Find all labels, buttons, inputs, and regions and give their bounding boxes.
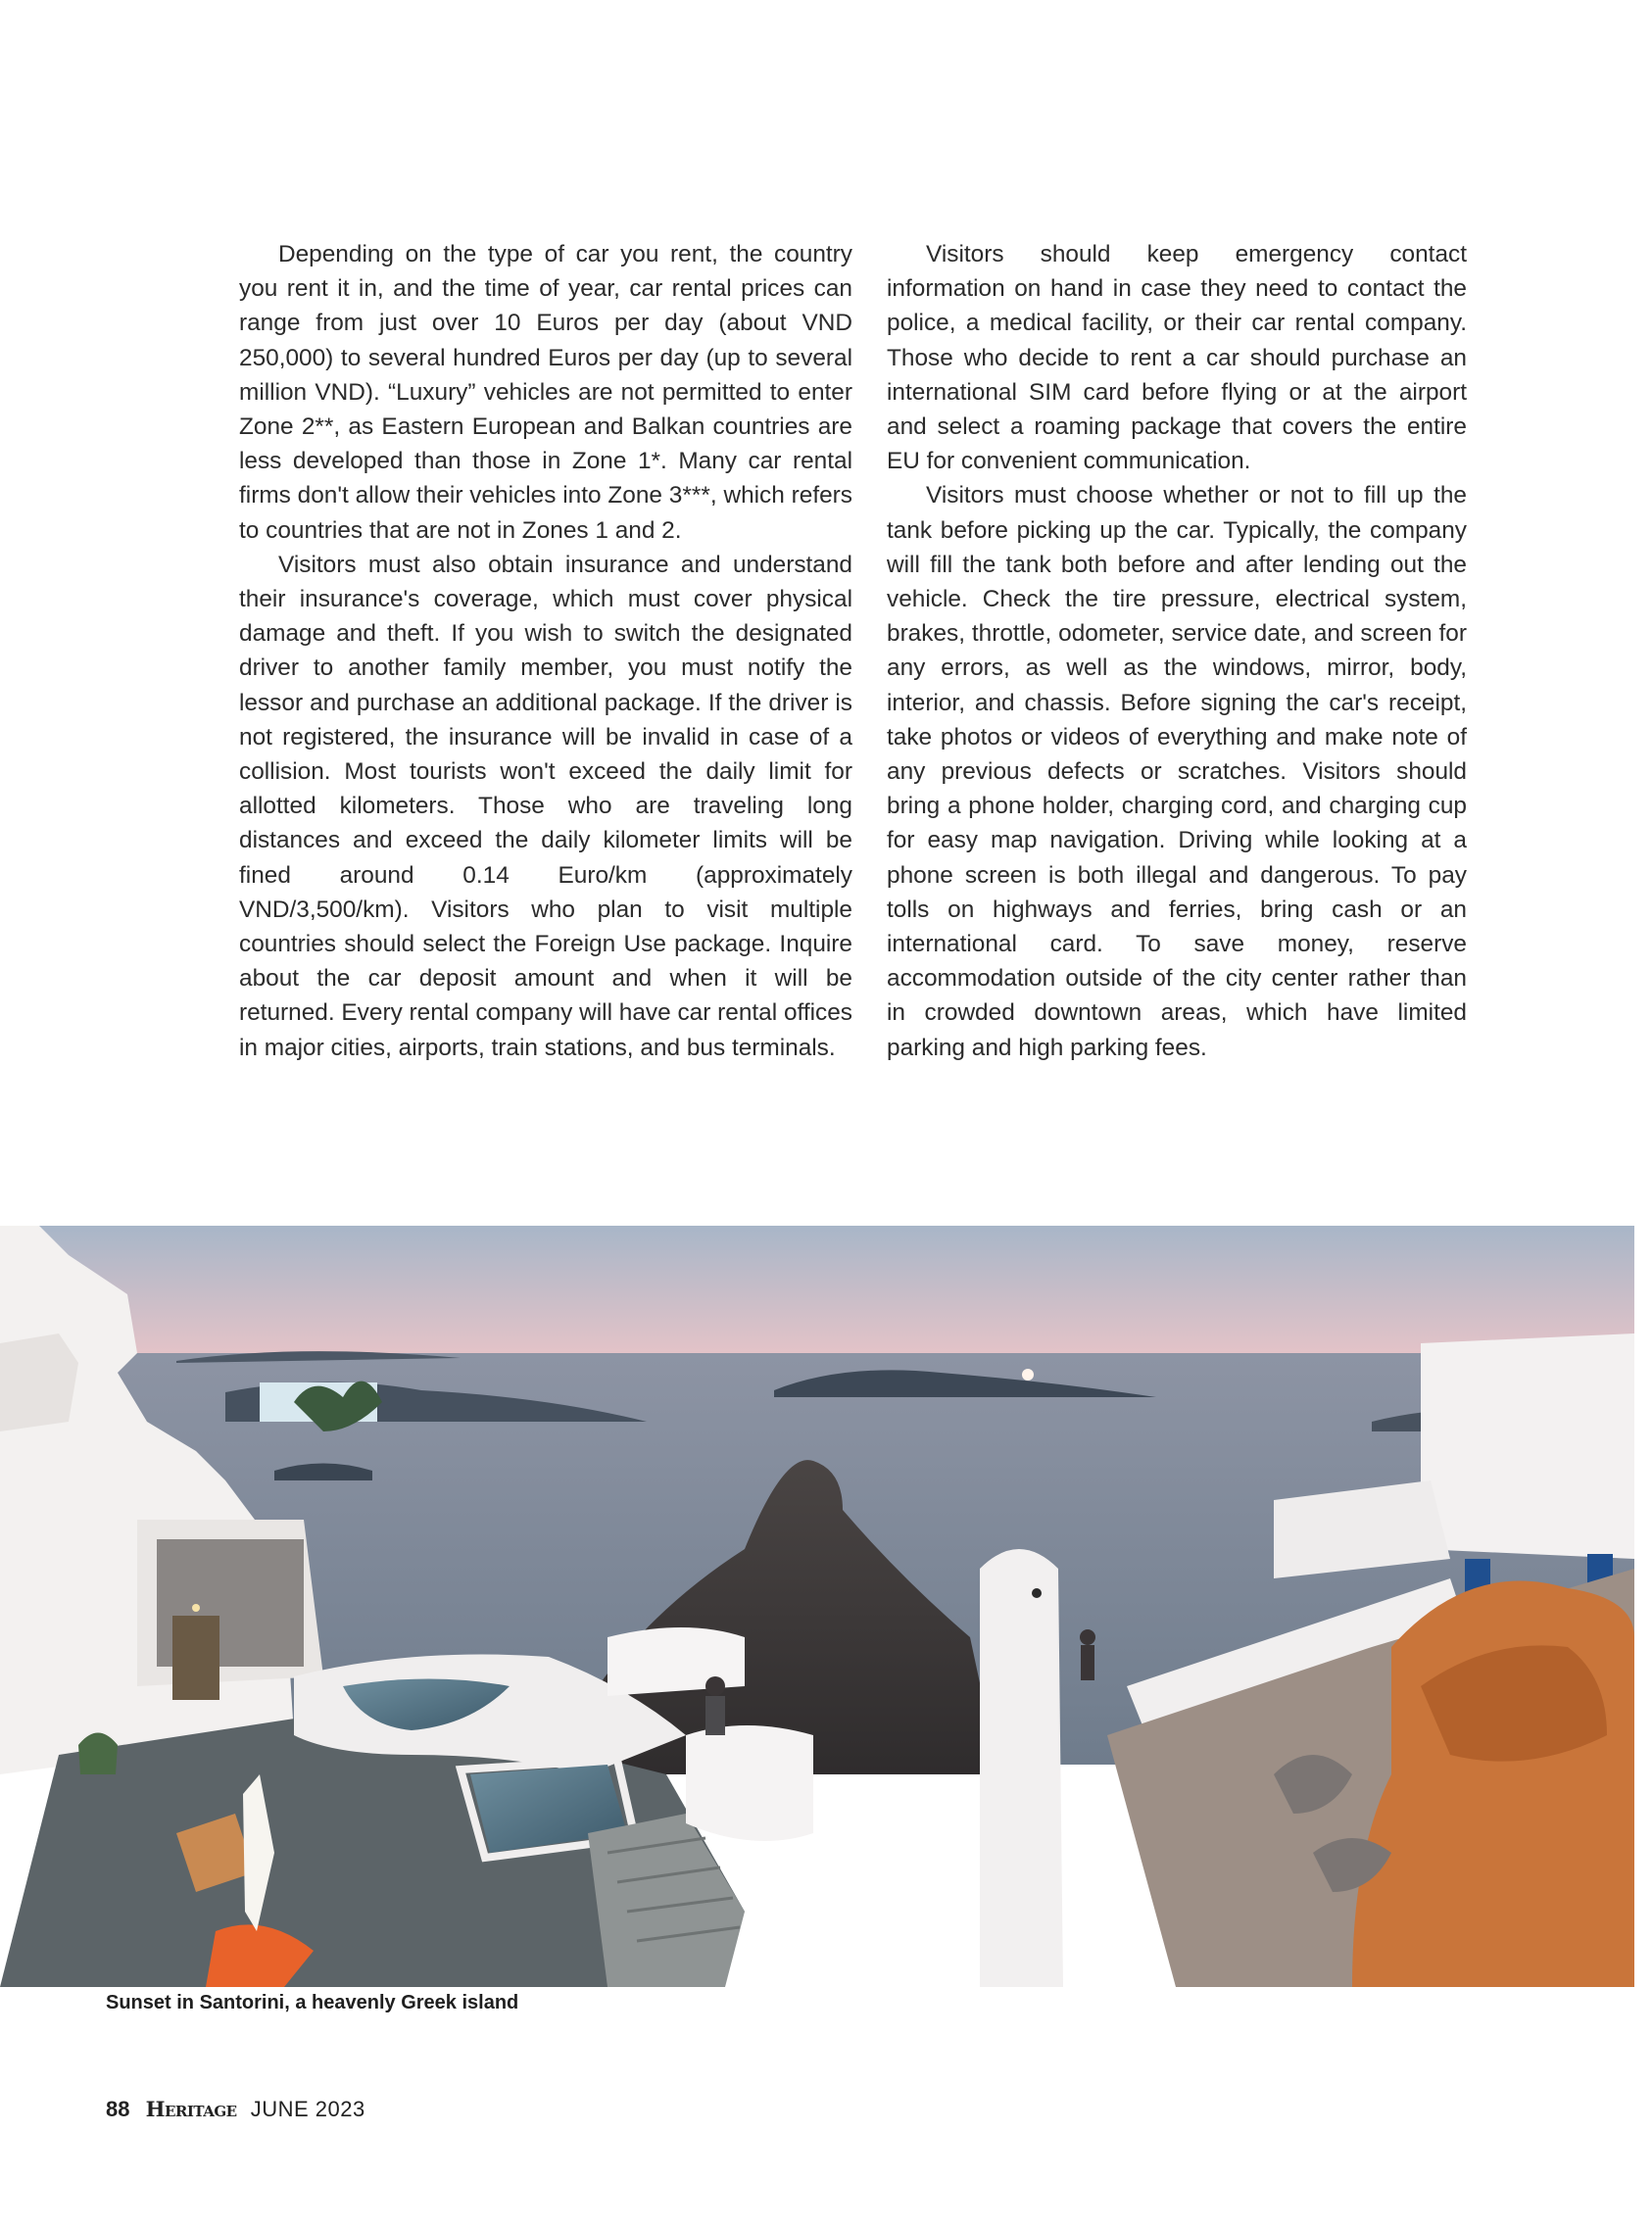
- photo-caption: Sunset in Santorini, a heavenly Greek island: [106, 1992, 519, 2013]
- page-number: 88: [106, 2097, 130, 2121]
- magazine-brand: Heritage: [145, 2097, 237, 2121]
- paragraph: Depending on the type of car you rent, the country you rent it in, and the time of year, car rental prices can range from just over 10 Euros per day (about VND 250,000) to several hundred Euros per day (up to several million VND). “Luxury” vehicles are not permitted to enter Zone 2**, as Eastern European and Balkan countries are less developed than those in Zone 1*. Many car rental firms don't allow their vehicles into Zone 3***, which refers to countries that are not in Zones 1 and 2.: [239, 241, 852, 544]
- issue-date: JUNE 2023: [250, 2097, 365, 2121]
- page-footer: [106, 2097, 365, 2122]
- paragraph: Visitors must choose whether or not to fill up the tank before picking up the car. Typically, the company will fill the tank both before and after lending out the vehicle. Check the tire pressure, electrical system, brakes, throttle, odometer, service date, and screen for any errors, as well as the windows, mirror, body, interior, and chassis. Before signing the car's receipt, take photos or videos of everything and make note of any previous defects or scratches. Visitors should bring a phone holder, charging cord, and charging cup for easy map navigation. Driving while looking at a phone screen is both illegal and dangerous. To pay tolls on highways and ferries, bring cash or an international card. To save money, reserve accommodation outside of the city center rather than in crowded downtown areas, which have limited parking and high parking fees.: [887, 482, 1467, 1061]
- article-column-right: [887, 237, 1467, 1065]
- paragraph: Visitors should keep emergency contact information on hand in case they need to contact the police, a medical facility, or their car rental company. Those who decide to rent a car should purchase an international SIM card before flying or at the airport and select a roaming package that covers the entire EU for convenient communication.: [887, 241, 1467, 475]
- paragraph: Visitors must also obtain insurance and understand their insurance's coverage, which must cover physical damage and theft. If you wish to switch the designated driver to another family member, you must notify the lessor and purchase an additional package. If the driver is not registered, the insurance will be invalid in case of a collision. Most tourists won't exceed the daily limit for allotted kilometers. Those who are traveling long distances and exceed the daily kilometer limits will be fined around 0.14 Euro/km (approximately VND/3,500/km). Visitors who plan to visit multiple countries should select the Foreign Use package. Inquire about the car deposit amount and when it will be returned. Every rental company will have car rental offices in major cities, airports, train stations, and bus terminals.: [239, 551, 852, 1061]
- santorini-sunset-photo: [0, 1226, 1634, 1987]
- article-column-left: [239, 237, 852, 1065]
